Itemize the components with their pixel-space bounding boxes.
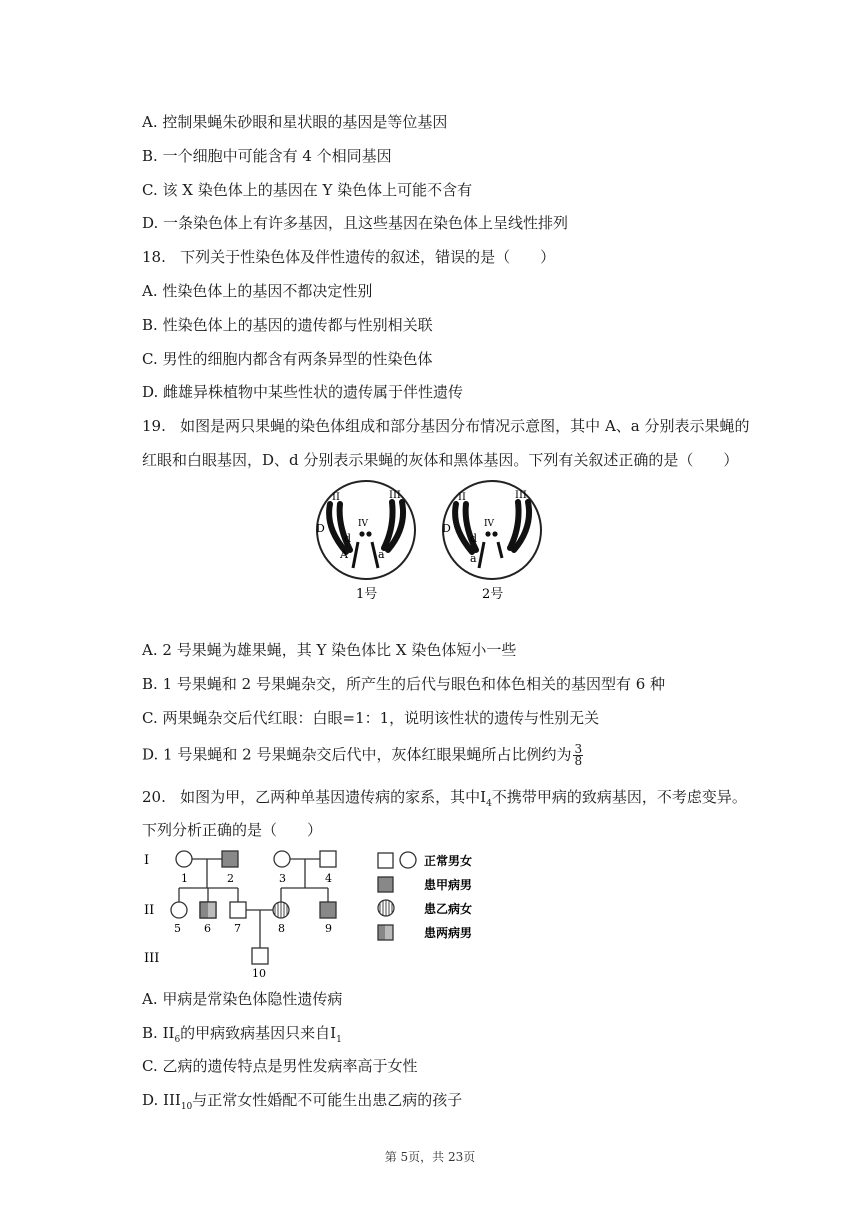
individual-ii8 <box>273 902 289 918</box>
individual-ii7 <box>230 902 246 918</box>
pedigree-figure <box>142 846 488 980</box>
svg-text:9: 9 <box>325 922 332 935</box>
svg-text:a: a <box>470 552 477 565</box>
svg-text:正常男女: 正常男女 <box>424 854 473 868</box>
q19-option-b: B. 1 号果蝇和 2 号果蝇杂交，所产生的后代与眼色和体色相关的基因型有 6 种 <box>142 675 666 693</box>
q17-option-a: A. 控制果蝇朱砂眼和星状眼的基因是等位基因 <box>142 113 448 131</box>
svg-text:D: D <box>442 522 451 535</box>
q17-option-b: B. 一个细胞中可能含有 4 个相同基因 <box>142 147 392 165</box>
svg-text:患两病男: 患两病男 <box>424 926 473 940</box>
svg-text:5: 5 <box>174 922 181 935</box>
svg-text:A: A <box>340 548 348 561</box>
gen-label-iii: III <box>144 951 160 966</box>
q18-option-a: A. 性染色体上的基因不都决定性别 <box>142 282 373 300</box>
q19-stem-line1: 19. 如图是两只果蝇的染色体组成和部分基因分布情况示意图，其中 A、a 分别表示果蝇的 <box>142 417 750 435</box>
q18-stem: 18. 下列关于性染色体及伴性遗传的叙述，错误的是（ ） <box>142 248 556 266</box>
q19-option-a: A. 2 号果蝇为雄果蝇，其 Y 染色体比 X 染色体短小一些 <box>142 641 517 659</box>
gen-label-i: I <box>144 853 150 868</box>
q20-option-c: C. 乙病的遗传特点是男性发病率高于女性 <box>142 1057 418 1075</box>
fly-2-label: 2号 <box>482 587 504 602</box>
fraction-three-eighths: $\frac{3}{8}$ <box>574 742 583 768</box>
svg-text:7: 7 <box>234 922 241 935</box>
svg-text:d: d <box>470 532 478 545</box>
svg-text:d: d <box>344 532 352 545</box>
individual-i3 <box>274 851 290 867</box>
individual-i1 <box>176 851 192 867</box>
svg-text:a: a <box>378 548 385 561</box>
q19-option-c: C. 两果蝇杂交后代红眼：白眼=1：1，说明该性状的遗传与性别无关 <box>142 709 600 727</box>
svg-text:10: 10 <box>252 967 266 980</box>
q18-option-d: D. 雌雄异株植物中某些性状的遗传属于伴性遗传 <box>142 383 464 401</box>
svg-text:患甲病男: 患甲病男 <box>424 878 473 892</box>
individual-ii9 <box>320 902 336 918</box>
svg-text:D: D <box>316 522 325 535</box>
svg-text:II: II <box>458 492 466 503</box>
svg-text:III: III <box>389 490 401 501</box>
fly-1-label: 1号 <box>356 587 378 602</box>
q20-stem-line1: 20. 如图为甲，乙两种单基因遗传病的家系，其中$I_4$不携带甲病的致病基因，不考虑变异。 <box>142 788 747 809</box>
svg-text:1: 1 <box>181 872 188 885</box>
svg-text:IV: IV <box>358 519 369 529</box>
q19-stem-line2: 红眼和白眼基因，D、d 分别表示果蝇的灰体和黑体基因。下列有关叙述正确的是（ ） <box>142 451 739 469</box>
fly-1-cell <box>316 481 415 579</box>
q20-stem-line2: 下列分析正确的是（ ） <box>142 821 323 839</box>
individual-iii10 <box>252 948 268 964</box>
svg-text:3: 3 <box>279 872 286 885</box>
page-footer: 第 5页，共 23页 <box>384 1150 476 1164</box>
q17-option-c: C. 该 X 染色体上的基因在 Y 染色体上可能不含有 <box>142 181 473 199</box>
svg-text:IV: IV <box>484 519 495 529</box>
individual-i4 <box>320 851 336 867</box>
svg-text:4: 4 <box>325 872 332 885</box>
gen-label-ii: II <box>144 903 155 918</box>
q20-option-a: A. 甲病是常染色体隐性遗传病 <box>142 990 343 1008</box>
fly-chromosome-figure <box>306 478 552 602</box>
svg-text:II: II <box>332 492 340 503</box>
svg-text:2: 2 <box>227 872 234 885</box>
q17-option-d: D. 一条染色体上有许多基因，且这些基因在染色体上呈线性排列 <box>142 214 569 232</box>
svg-text:患乙病女: 患乙病女 <box>424 902 473 916</box>
pedigree-legend <box>378 852 472 940</box>
svg-text:6: 6 <box>204 922 211 935</box>
q19-option-d: D. 1 号果蝇和 2 号果蝇杂交后代中，灰体红眼果蝇所占比例约为 $\frac{3}{8}$ <box>142 742 583 768</box>
svg-text:III: III <box>515 490 527 501</box>
fly-2-cell <box>442 481 541 579</box>
individual-ii5 <box>171 902 187 918</box>
q18-option-b: B. 性染色体上的基因的遗传都与性别相关联 <box>142 316 433 334</box>
q20-option-b: B. $II_6$的甲病致病基因只来自$I_1$ <box>142 1024 342 1045</box>
q20-option-d: D. $III_{10}$与正常女性婚配不可能生出患乙病的孩子 <box>142 1091 463 1112</box>
q18-option-c: C. 男性的细胞内都含有两条异型的性染色体 <box>142 350 433 368</box>
svg-text:8: 8 <box>278 922 285 935</box>
individual-i2 <box>222 851 238 867</box>
